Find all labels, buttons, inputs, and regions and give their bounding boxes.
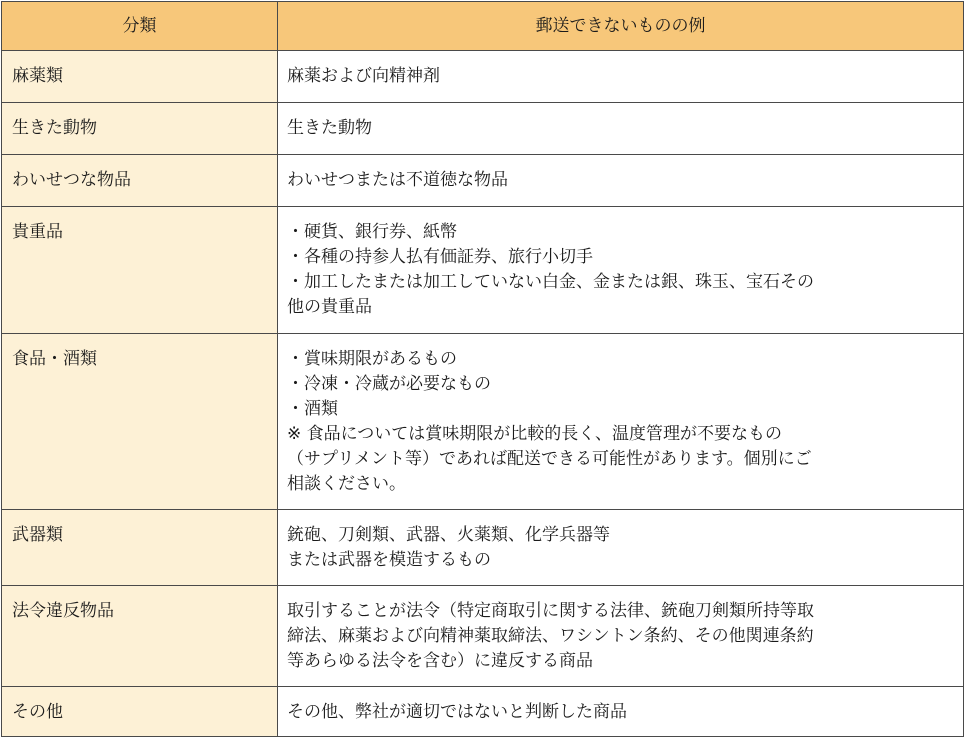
table-header-row <box>2 2 964 51</box>
table-row <box>2 586 964 687</box>
table-row <box>2 155 964 207</box>
example-line: または武器を模造するもの <box>287 550 491 570</box>
example-line: 等あらゆる法令を含む）に違反する商品 <box>287 651 593 671</box>
example-line: ・酒類 <box>287 399 338 419</box>
example-line: （サプリメント等）であれば配送できる可能性があります。個別にご <box>287 449 812 469</box>
example-line: 麻薬および向精神剤 <box>287 66 440 86</box>
examples-cell <box>278 586 964 687</box>
example-line: ・硬貨、銀行券、紙幣 <box>287 222 457 242</box>
example-line: ※ 食品については賞味期限が比較的長く、温度管理が不要なもの <box>287 424 782 444</box>
category-cell: 生きた動物 <box>2 103 278 155</box>
header-category: 分類 <box>2 2 278 51</box>
table-row <box>2 103 964 155</box>
example-line: 相談ください。 <box>287 474 406 494</box>
examples-cell <box>278 687 964 737</box>
examples-cell <box>278 334 964 510</box>
category-cell: 麻薬類 <box>2 51 278 103</box>
example-line: 他の貴重品 <box>287 297 372 317</box>
category-cell: 武器類 <box>2 510 278 586</box>
example-line: ・冷凍・冷蔵が必要なもの <box>287 374 491 394</box>
table-row <box>2 334 964 510</box>
example-line: 生きた動物 <box>287 118 372 138</box>
example-line: わいせつまたは不道徳な物品 <box>287 170 508 190</box>
example-line: 締法、麻薬および向精神薬取締法、ワシントン条約、その他関連条約 <box>287 626 814 646</box>
examples-cell <box>278 207 964 334</box>
example-line: 銃砲、刀剣類、武器、火薬類、化学兵器等 <box>287 525 610 545</box>
examples-cell <box>278 510 964 586</box>
category-cell: その他 <box>2 687 278 737</box>
example-line: ・各種の持参人払有価証券、旅行小切手 <box>287 247 593 267</box>
example-line: 取引することが法令（特定商取引に関する法律、銃砲刀剣類所持等取 <box>287 601 814 621</box>
example-line: ・賞味期限があるもの <box>287 349 457 369</box>
table-row <box>2 687 964 737</box>
category-cell: 法令違反物品 <box>2 586 278 687</box>
category-cell: 貴重品 <box>2 207 278 334</box>
header-examples: 郵送できないものの例 <box>278 2 964 51</box>
category-cell: わいせつな物品 <box>2 155 278 207</box>
prohibited-items-table <box>1 1 964 737</box>
examples-cell <box>278 103 964 155</box>
example-line: ・加工したまたは加工していない白金、金または銀、珠玉、宝石その <box>287 272 814 292</box>
examples-cell <box>278 51 964 103</box>
examples-cell <box>278 155 964 207</box>
table-row <box>2 207 964 334</box>
table-row <box>2 510 964 586</box>
category-cell: 食品・酒類 <box>2 334 278 510</box>
table-row <box>2 51 964 103</box>
example-line: その他、弊社が適切ではないと判断した商品 <box>287 702 627 722</box>
